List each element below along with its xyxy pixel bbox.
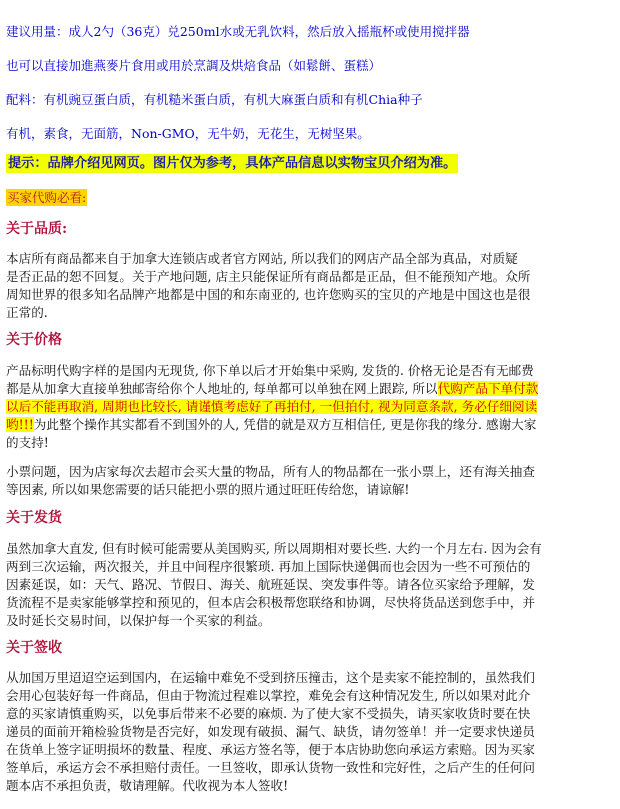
ingredients-text: 配料：有机豌豆蛋白质，有机糙米蛋白质，有机大麻蛋白质和有机Chia种子 [6,92,423,107]
quality-line: 正常的. [6,305,48,320]
quality-line: 是否正品的恕不回复。关于产地问题, 店主只能保证所有商品都是正品，但不能预知产地。众所 [6,269,531,284]
section-heading-price: 关于价格 [6,332,62,348]
signing-line: 意的买家请慎重购买，以免事后带来不必要的麻烦. 为了使大家不受损失，请买家收货时要在快 [6,706,531,721]
section-heading-signing: 关于签收 [6,640,62,656]
price-line: 都是从加拿大直接单独邮寄给你个人地址的, 每单都可以单独在网上跟踪, 所以代购产品下单付款 [6,381,539,396]
signing-line: 从加国万里迢迢空运到国内，在运输中难免不受到挤压撞击，这个是卖家不能控制的，虽然我们 [6,670,535,685]
signing-line: 在货单上签字证明损坏的数量、程度、承运方签名等，便于本店协助您向承运方索赔。因为买家 [6,742,535,757]
price-warning-highlight: 哟!!! [6,417,34,432]
price-warning-highlight: 以后不能再取消, 周期也比较长, 请谨慎考虑好了再拍付, 一但拍付, 视为同意条款, 务必仔细阅读 [6,399,538,414]
signing-line: 题本店不承担负责，敬请理解。代收视为本人签收! [6,778,289,793]
price-line: 哟!!!为此整个操作其实都看不到国外的人, 凭借的就是双方互相信任, 更是你我的缘分. 感谢大家 [6,417,537,432]
price-line: 产品标明代购字样的是国内无现货, 你下单以后才开始集中采购, 发货的. 价格无论是否有无邮费 [6,363,534,378]
quality-line: 周知世界的很多知名品牌产地都是中国的和东南亚的, 也许您购买的宝贝的产地是中国这也是很 [6,287,531,302]
receipt-line: 小票问题，因为店家每次去超市会买大量的物品，所有人的物品都在一张小票上，还有海关抽查 [6,464,535,479]
section-heading-quality: 关于品质: [6,221,68,237]
buyer-notice: 买家代购必看: [7,190,87,205]
shipping-line: 因素延误，如：天气、路况、节假日、海关、航班延误、突发事件等。请各位买家给予理解，发 [6,577,535,592]
receipt-line: 等因素, 所以如果您需要的话只能把小票的照片通过旺旺传给您，请谅解! [6,482,410,497]
shipping-line: 虽然加拿大直发, 但有时候可能需要从美国购买, 所以周期相对要长些. 大约一个月左右. 因为会有 [6,541,542,556]
shipping-line: 两到三次运输，两次报关，并且中间程序很繁琐. 再加上国际快递偶而也会因为一些不可预估的 [6,559,531,574]
price-warning-highlight: 代购产品下单付款 [437,381,539,396]
price-warning-line [6,397,537,416]
price-line: 的支持! [6,435,49,450]
usage-text: 建议用量：成人2勺（36克）兑250ml水或无乳饮料，然后放入摇瓶杯或使用搅拌器 [6,24,470,39]
signing-line: 会用心包装好每一件商品，但由于物流过程难以掌控，难免会有这种情况发生, 所以如果对此介 [6,688,531,703]
shipping-line: 货流程不是卖家能够掌控和预见的，但本店会积极帮您联络和协调，尽快将货品送到您手中，并 [6,595,535,610]
section-heading-shipping: 关于发货 [6,510,62,526]
features-text: 有机，素食，无面筋，Non-GMO，无牛奶，无花生，无树坚果。 [6,126,370,141]
signing-line: 递员的面前开箱检验货物是否完好，如发现有破损、漏气、缺货，请勿签单！并一定要求快递员 [6,724,535,739]
quality-line: 本店所有商品都来自于加拿大连锁店或者官方网站, 所以我们的网店产品全部为真品，对质疑 [6,251,518,266]
signing-line: 签单后，承运方会不承担赔付责任。一旦签收，即承认货物一致性和完好性，之后产生的任何问 [6,760,535,775]
direct-use-text: 也可以直接加進燕麥片食用或用於烹調及烘焙食品（如鬆餅、蛋糕） [6,58,382,73]
tip-banner: 提示：品牌介绍见网页。图片仅为参考，具体产品信息以实物宝贝介绍为准。 [8,156,457,171]
shipping-line: 及时延长交易时间，以保护每一个买家的利益。 [6,613,271,628]
